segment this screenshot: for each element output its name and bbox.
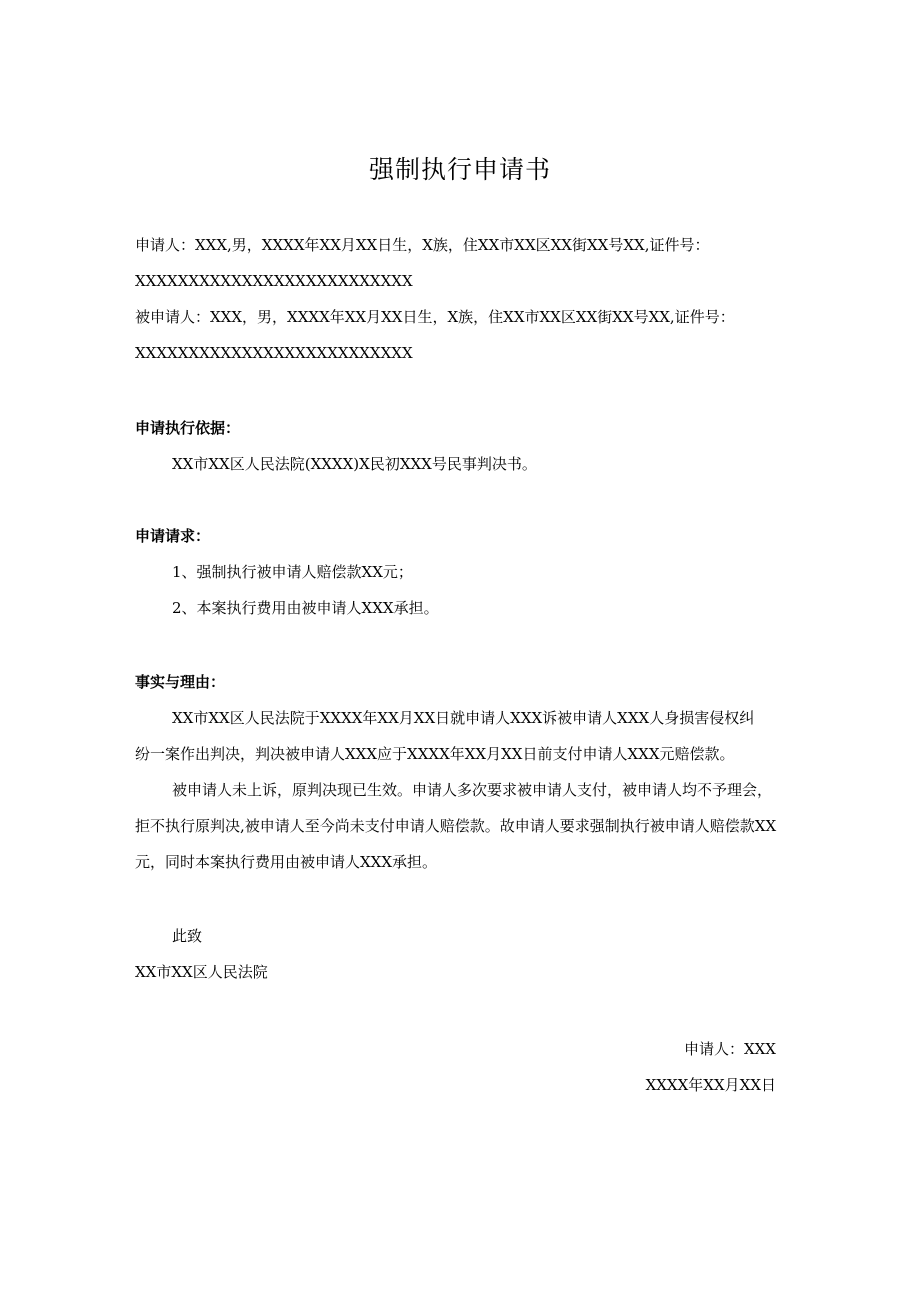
document-title: 强制执行申请书 xyxy=(368,155,551,184)
basis-text: XX市XX区人民法院(XXXX)X民初XXX号民事判决书。 xyxy=(172,455,537,473)
facts-paragraph-1-line-2: 纷一案作出判决，判决被申请人XXX应于XXXX年XX月XX日前支付申请人XXX元赔偿款。 xyxy=(135,745,735,763)
closing-court: XX市XX区人民法院 xyxy=(135,963,268,981)
request-item-2: 2、本案执行费用由被申请人XXX承担。 xyxy=(172,599,439,617)
facts-paragraph-2-line-3: 元，同时本案执行费用由被申请人XXX承担。 xyxy=(135,853,438,871)
closing-salutation: 此致 xyxy=(172,927,203,945)
basis-heading: 申请执行依据： xyxy=(135,419,241,437)
signature-applicant: 申请人：XXX xyxy=(683,1040,776,1058)
applicant-id-number: XXXXXXXXXXXXXXXXXXXXXXXXXX xyxy=(135,272,413,290)
signature-date: XXXX年XX月XX日 xyxy=(645,1076,776,1094)
facts-heading: 事实与理由： xyxy=(135,673,226,691)
facts-paragraph-2-line-2: 拒不执行原判决,被申请人至今尚未支付申请人赔偿款。故申请人要求强制执行被申请人赔偿款XX xyxy=(135,817,777,835)
requests-heading: 申请请求： xyxy=(135,527,211,545)
respondent-info-line-1: 被申请人：XXX，男，XXXX年XX月XX日生，X族，住XX市XX区XX街XX号XX,证件号： xyxy=(135,308,735,326)
facts-paragraph-2-line-1: 被申请人未上诉，原判决现已生效。申请人多次要求被申请人支付，被申请人均不予理会， xyxy=(172,781,773,799)
respondent-id-number: XXXXXXXXXXXXXXXXXXXXXXXXXX xyxy=(135,344,413,362)
request-item-1: 1、强制执行被申请人赔偿款XX元； xyxy=(172,563,413,581)
facts-paragraph-1-line-1: XX市XX区人民法院于XXXX年XX月XX日就申请人XXX诉被申请人XXX人身损害侵权纠 xyxy=(172,709,755,727)
applicant-info-line-1: 申请人：XXX,男，XXXX年XX月XX日生，X族，住XX市XX区XX街XX号XX,证件号： xyxy=(135,236,710,254)
